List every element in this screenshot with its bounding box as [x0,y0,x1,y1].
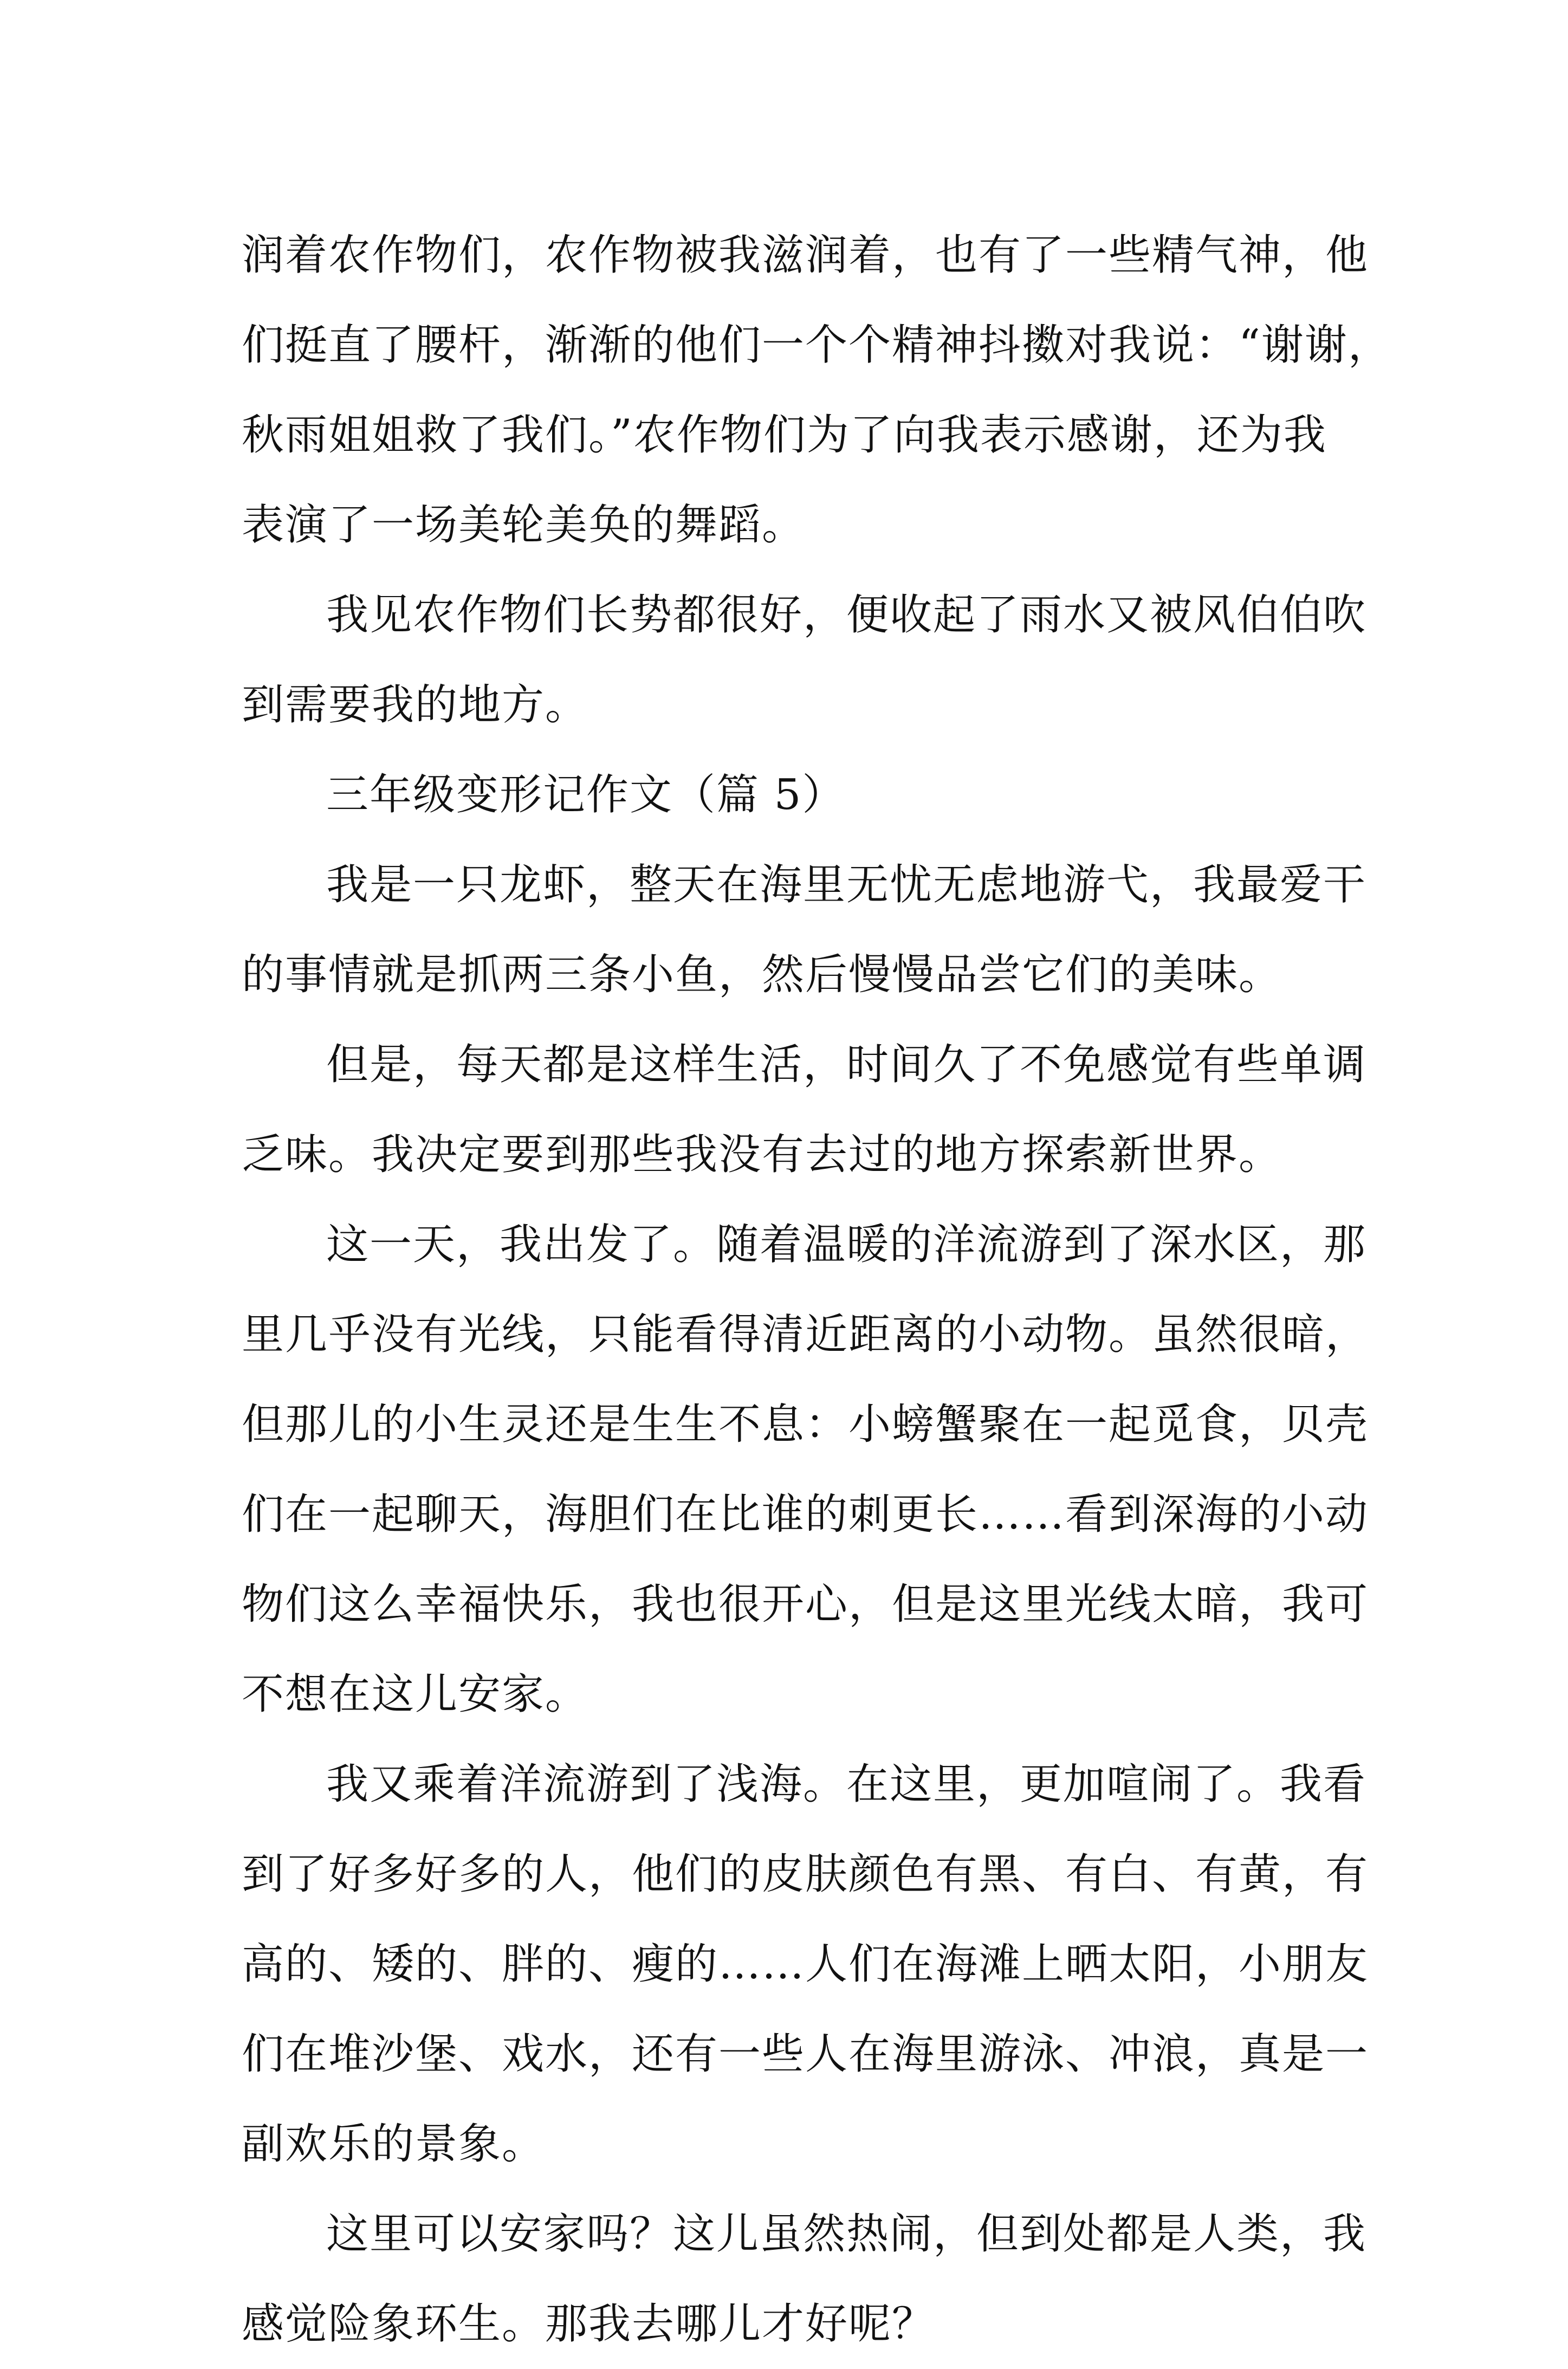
text-line: 们在堆沙堡、戏水，还有一些人在海里游泳、冲浪，真是一 [242,2030,1369,2079]
text-line: 副欢乐的景象。 [242,2120,546,2169]
text-line: 这里可以安家吗？这儿虽然热闹，但到处都是人类，我 [326,2210,1367,2258]
text-line: 的事情就是抓两三条小鱼，然后慢慢品尝它们的美味。 [242,950,1282,999]
text-line: 到了好多好多的人，他们的皮肤颜色有黑、有白、有黄，有 [242,1850,1369,1899]
text-line: 不想在这儿安家。 [242,1670,589,1719]
document-body [242,210,1391,2369]
text-line: 感觉险象环生。那我去哪儿才好呢？ [242,2300,936,2348]
text-line: 高的、矮的、胖的、瘦的……人们在海滩上晒太阳，小朋友 [242,1940,1369,1989]
text-line: 润着农作物们，农作物被我滋润着，也有了一些精气神，他 [242,231,1369,280]
text-line: 这一天，我出发了。随着温暖的洋流游到了深水区，那 [326,1220,1367,1269]
text-line: 我是一只龙虾，整天在海里无忧无虑地游弋，我最爱干 [326,860,1367,909]
text-line: 们在一起聊天，海胆们在比谁的刺更长……看到深海的小动 [242,1490,1369,1539]
text-line: 我又乘着洋流游到了浅海。在这里，更加喧闹了。我看 [326,1760,1367,1809]
text-line: 我见农作物们长势都很好，便收起了雨水又被风伯伯吹 [326,591,1367,639]
text-line: 乏味。我决定要到那些我没有去过的地方探索新世界。 [242,1130,1282,1179]
text-line: 表演了一场美轮美奂的舞蹈。 [242,501,806,549]
text-line: 但那儿的小生灵还是生生不息：小螃蟹聚在一起觅食，贝壳 [242,1400,1369,1449]
text-line: 们挺直了腰杆，渐渐的他们一个个精神抖擞对我说：“谢谢， [242,321,1391,370]
text-line: 里几乎没有光线，只能看得清近距离的小动物。虽然很暗， [242,1310,1369,1359]
text-line: 三年级变形记作文（篇 5） [326,771,846,819]
text-line: 但是，每天都是这样生活，时间久了不免感觉有些单调 [326,1040,1367,1089]
text-line: 物们这么幸福快乐，我也很开心，但是这里光线太暗，我可 [242,1580,1369,1629]
text-line: 到需要我的地方。 [242,681,589,729]
text-line: 秋雨姐姐救了我们。”农作物们为了向我表示感谢，还为我 [242,411,1327,459]
